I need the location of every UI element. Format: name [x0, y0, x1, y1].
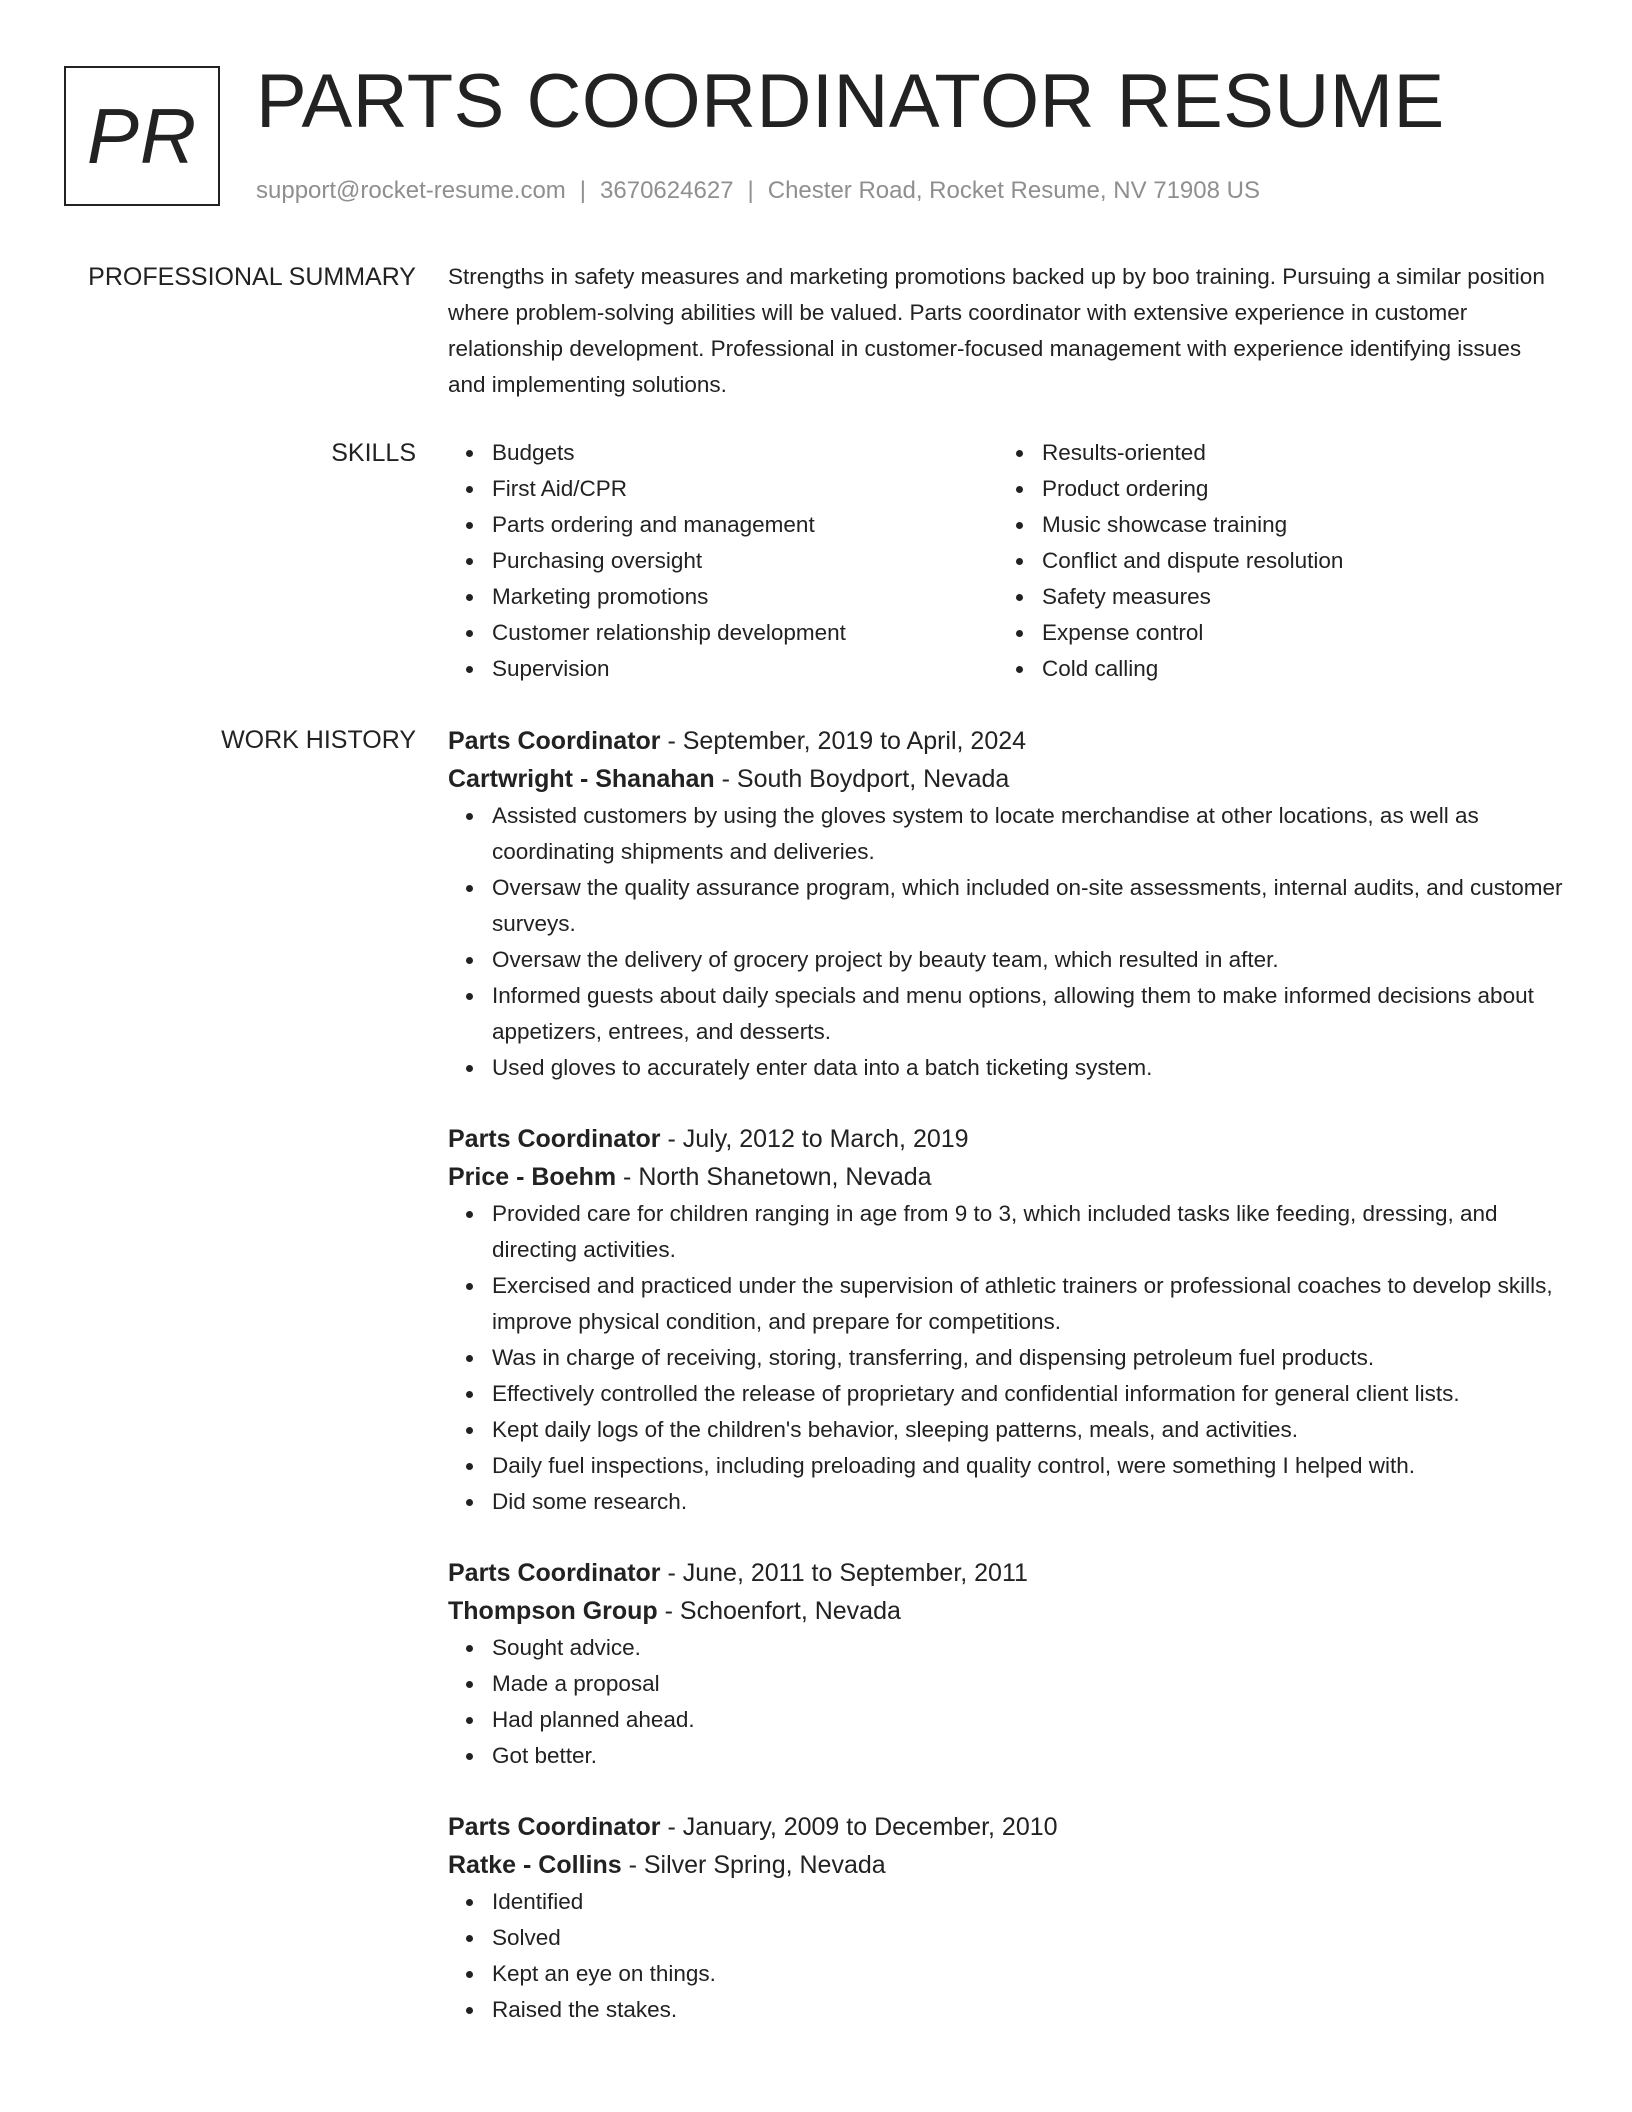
- job-bullet: Raised the stakes.: [492, 1992, 1564, 2028]
- contact-separator: |: [747, 177, 754, 204]
- job-bullet: Identified: [492, 1884, 1564, 1920]
- job-bullet: Informed guests about daily specials and menu options, allowing them to make informed decisions about appetizers, entrees, and desserts.: [492, 978, 1564, 1050]
- job-bullet: Used gloves to accurately enter data into a batch ticketing system.: [492, 1050, 1564, 1086]
- job-bullet: Solved: [492, 1920, 1564, 1956]
- job-company-line: [448, 1158, 1564, 1196]
- skill-item: Results-oriented: [1042, 435, 1548, 471]
- initials-text: PR: [86, 92, 198, 180]
- skill-item: Music showcase training: [1042, 507, 1548, 543]
- skill-item: Customer relationship development: [492, 615, 998, 651]
- contact-address: Chester Road, Rocket Resume, NV 71908 US: [767, 177, 1260, 204]
- job-location: - South Boydport, Nevada: [714, 765, 1010, 793]
- job-bullet: Kept an eye on things.: [492, 1956, 1564, 1992]
- job-bullet-list: [448, 1630, 1564, 1774]
- job-bullet-list: [448, 1884, 1564, 2028]
- job-company-line: [448, 760, 1564, 798]
- job-company-line: [448, 1846, 1564, 1884]
- job-bullet: Exercised and practiced under the supervision of athletic trainers or professional coaches to develop skills, improve physical condition, and prepare for competitions.: [492, 1268, 1564, 1340]
- job-bullet-list: [448, 1196, 1564, 1520]
- job-bullet-list: [448, 798, 1564, 1086]
- skills-columns: [448, 435, 1564, 687]
- skills-list-left: [448, 435, 998, 687]
- skills-column-right: [998, 435, 1548, 687]
- skill-item: Purchasing oversight: [492, 543, 998, 579]
- job-title-line: [448, 1120, 1564, 1158]
- job-company: Price - Boehm: [448, 1163, 617, 1191]
- initials-monogram: [64, 66, 220, 206]
- job-title-line: [448, 722, 1564, 760]
- job-dates: - January, 2009 to December, 2010: [660, 1813, 1058, 1841]
- job-bullet: Assisted customers by using the gloves system to locate merchandise at other locations, as well as coordinating shipments and deliveries.: [492, 798, 1564, 870]
- summary-body: [448, 259, 1564, 403]
- job-bullet: Did some research.: [492, 1484, 1564, 1520]
- job-bullet: Effectively controlled the release of proprietary and confidential information for general client lists.: [492, 1376, 1564, 1412]
- contact-line: [256, 174, 1260, 208]
- summary-text: Strengths in safety measures and marketing promotions backed up by boo training. Pursuing a similar position where problem-solving abilities will be valued. Parts coordinator with extensive experience in customer relationship development. Professional in customer-focused management with experience identifying issues and implementing solutions.: [448, 264, 1545, 397]
- summary-label: PROFESSIONAL SUMMARY: [88, 263, 416, 291]
- job-location: - North Shanetown, Nevada: [616, 1163, 932, 1191]
- skills-label: SKILLS: [331, 439, 416, 467]
- skill-item: Cold calling: [1042, 651, 1548, 687]
- job-bullet: Sought advice.: [492, 1630, 1564, 1666]
- job-title: Parts Coordinator: [448, 727, 661, 755]
- job-entry: [448, 1808, 1564, 2028]
- skill-item: Budgets: [492, 435, 998, 471]
- job-dates: - September, 2019 to April, 2024: [660, 727, 1027, 755]
- job-location: - Schoenfort, Nevada: [657, 1597, 901, 1625]
- job-bullet: Kept daily logs of the children's behavior, sleeping patterns, meals, and activities.: [492, 1412, 1564, 1448]
- job-title-line: [448, 1808, 1564, 1846]
- job-company: Cartwright - Shanahan: [448, 765, 715, 793]
- job-entry: [448, 722, 1564, 1086]
- work-history-body: [448, 722, 1564, 2062]
- job-bullet: Oversaw the quality assurance program, which included on-site assessments, internal audits, and customer surveys.: [492, 870, 1564, 942]
- job-location: - Silver Spring, Nevada: [621, 1851, 886, 1879]
- contact-separator: |: [579, 177, 587, 204]
- job-entry: [448, 1554, 1564, 1774]
- job-dates: - July, 2012 to March, 2019: [660, 1125, 969, 1153]
- job-title-line: [448, 1554, 1564, 1592]
- skill-item: Product ordering: [1042, 471, 1548, 507]
- job-company: Ratke - Collins: [448, 1851, 622, 1879]
- skill-item: Supervision: [492, 651, 998, 687]
- skill-item: Parts ordering and management: [492, 507, 998, 543]
- job-company-line: [448, 1592, 1564, 1630]
- contact-email: support@rocket-resume.com: [256, 177, 566, 204]
- job-bullet: Provided care for children ranging in age from 9 to 3, which included tasks like feeding, dressing, and directing activities.: [492, 1196, 1564, 1268]
- job-title: Parts Coordinator: [448, 1125, 661, 1153]
- job-bullet: Had planned ahead.: [492, 1702, 1564, 1738]
- job-bullet: Daily fuel inspections, including preloading and quality control, were something I helped with.: [492, 1448, 1564, 1484]
- job-title: Parts Coordinator: [448, 1559, 661, 1587]
- job-bullet: Got better.: [492, 1738, 1564, 1774]
- skill-item: Expense control: [1042, 615, 1548, 651]
- contact-phone: 3670624627: [600, 177, 734, 204]
- job-bullet: Made a proposal: [492, 1666, 1564, 1702]
- skill-item: Marketing promotions: [492, 579, 998, 615]
- skills-body: [448, 435, 1564, 687]
- job-bullet: Was in charge of receiving, storing, transferring, and dispensing petroleum fuel products.: [492, 1340, 1564, 1376]
- job-entry: [448, 1120, 1564, 1520]
- resume-title: PARTS COORDINATOR RESUME: [256, 59, 1445, 144]
- job-company: Thompson Group: [448, 1597, 658, 1625]
- skill-item: Safety measures: [1042, 579, 1548, 615]
- skills-list-right: [998, 435, 1548, 687]
- work-history-label: WORK HISTORY: [221, 726, 416, 754]
- job-dates: - June, 2011 to September, 2011: [660, 1559, 1028, 1587]
- skill-item: First Aid/CPR: [492, 471, 998, 507]
- job-title: Parts Coordinator: [448, 1813, 661, 1841]
- skill-item: Conflict and dispute resolution: [1042, 543, 1548, 579]
- job-bullet: Oversaw the delivery of grocery project by beauty team, which resulted in after.: [492, 942, 1564, 978]
- skills-column-left: [448, 435, 998, 687]
